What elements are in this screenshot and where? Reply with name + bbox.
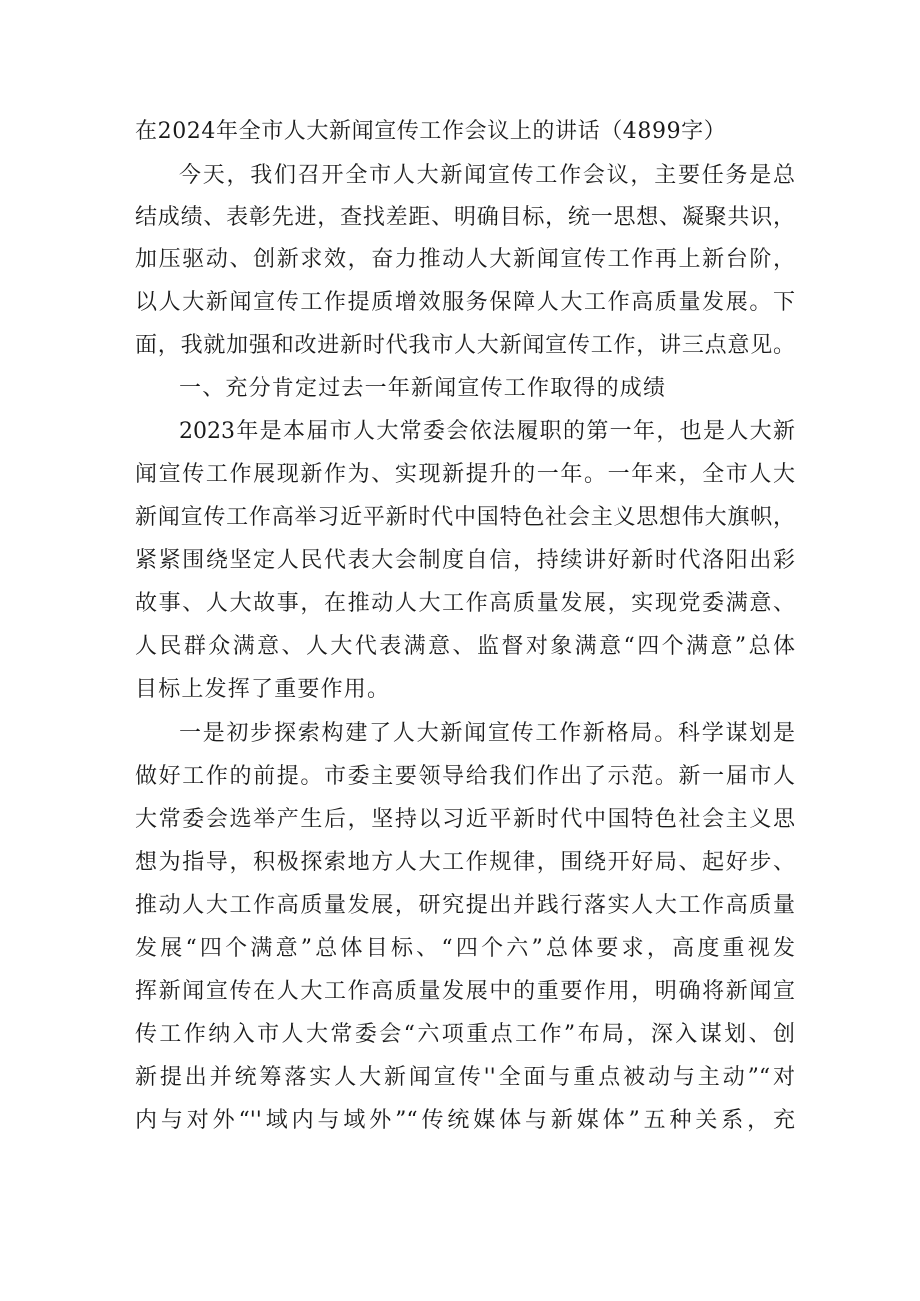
paragraph-line: 传工作纳入市人大常委会“六项重点工作”布局，深入谋划、创 [135, 1022, 795, 1047]
paragraph-line: 想为指导，积极探索地方人大工作规律，围绕开好局、起好步、 [135, 850, 795, 875]
paragraph-line: 新提出并统筹落实人大新闻宣传''全面与重点被动与主动”“对 [135, 1065, 795, 1090]
paragraph-line: 大常委会选举产生后，坚持以习近平新时代中国特色社会主义思 [135, 807, 795, 832]
document-title: 在2024年全市人大新闻宣传工作会议上的讲话（4899字） [135, 119, 727, 144]
paragraph-line: 结成绩、表彰先进，查找差距、明确目标，统一思想、凝聚共识， [135, 205, 795, 230]
paragraph-line: 目标上发挥了重要作用。 [135, 677, 391, 702]
paragraph-line: 闻宣传工作展现新作为、实现新提升的一年。一年来，全市人大 [135, 462, 795, 487]
paragraph-line: 一是初步探索构建了人大新闻宣传工作新格局。科学谋划是 [179, 721, 795, 746]
paragraph-line: 发展“四个满意”总体目标、“四个六”总体要求，高度重视发 [135, 936, 795, 961]
section-heading: 一、充分肯定过去一年新闻宣传工作取得的成绩 [179, 376, 667, 401]
paragraph-line: 故事、人大故事，在推动人大工作高质量发展，实现党委满意、 [135, 591, 795, 616]
paragraph-line: 推动人大工作高质量发展，研究提出并践行落实人大工作高质量 [135, 893, 795, 918]
paragraph-line: 加压驱动、创新求效，奋力推动人大新闻宣传工作再上新台阶， [135, 247, 795, 272]
paragraph-line: 新闻宣传工作高举习近平新时代中国特色社会主义思想伟大旗帜， [135, 505, 795, 530]
paragraph-line: 以人大新闻宣传工作提质增效服务保障人大工作高质量发展。下 [135, 290, 795, 315]
paragraph-line: 做好工作的前提。市委主要领导给我们作出了示范。新一届市人 [135, 764, 795, 789]
paragraph-line: 挥新闻宣传在人大工作高质量发展中的重要作用，明确将新闻宣 [135, 979, 795, 1004]
paragraph-line: 面，我就加强和改进新时代我市人大新闻宣传工作，讲三点意见。 [135, 333, 795, 358]
paragraph-line: 人民群众满意、人大代表满意、监督对象满意“四个满意”总体 [135, 634, 795, 659]
paragraph-line: 内与对外“''域内与域外”“传统媒体与新媒体”五种关系，充 [135, 1108, 795, 1133]
paragraph-line: 紧紧围绕坚定人民代表大会制度自信，持续讲好新时代洛阳出彩 [135, 548, 795, 573]
paragraph-line: 今天，我们召开全市人大新闻宣传工作会议，主要任务是总 [179, 163, 795, 188]
paragraph-line: 2023年是本届市人大常委会依法履职的第一年，也是人大新 [179, 419, 795, 444]
